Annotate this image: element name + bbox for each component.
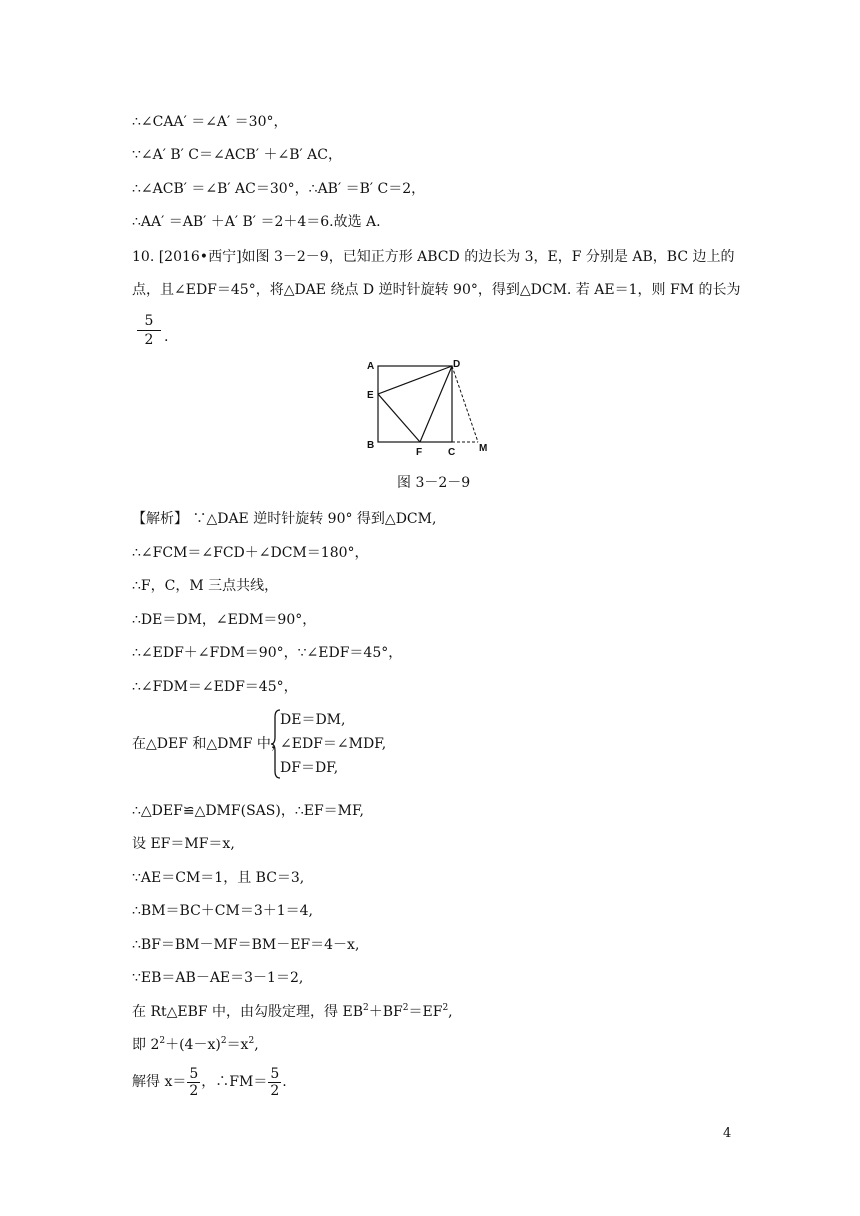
geometry-figure	[362, 356, 498, 458]
system-item: DE＝DM,	[280, 712, 346, 728]
label-d: D	[453, 359, 461, 370]
solution-line: ∵AE＝CM＝1，且 BC＝3,	[132, 870, 305, 886]
system-label: 在△DEF 和△DMF 中，	[132, 736, 285, 752]
label-a: A	[367, 361, 375, 372]
label-e: E	[367, 390, 374, 401]
answer-numerator: 5	[137, 312, 161, 331]
solution-line: ∴BF＝BM－MF＝BM－EF＝4－x,	[132, 937, 360, 953]
segment-fd	[420, 366, 452, 442]
page-number: 4	[723, 1126, 732, 1141]
solution-line: 设 EF＝MF＝x,	[132, 836, 235, 852]
figure-caption: 图 3－2－9	[397, 475, 471, 491]
solution-line: ∴△DEF≌△DMF(SAS)，∴EF＝MF,	[132, 803, 364, 819]
answer-denominator: 2	[144, 332, 154, 348]
label-c: C	[448, 447, 456, 458]
solution-line: ∴DE＝DM，∠EDM＝90°，	[132, 612, 317, 628]
system-item: ∠EDF＝∠MDF,	[280, 736, 387, 752]
solution-line: 【解析】 ∵△DAE 逆时针旋转 90° 得到△DCM,	[132, 511, 437, 527]
solution-line: ∴∠EDF＋∠FDM＝90°，∵∠EDF＝45°，	[132, 645, 403, 661]
question-line: 10. [2016•西宁]如图 3－2－9，已知正方形 ABCD 的边长为 3，E，F 分别是 AB，BC 边上的	[132, 249, 735, 265]
text-line: ∴AA′ ＝AB′ ＋A′ B′ ＝2＋4＝6.故选 A.	[132, 214, 381, 230]
solution-line-equation: 即 $2^2+(4-x)^2=x^2$,	[132, 1036, 259, 1053]
text-line: ∵∠A′ B′ C＝∠ACB′ ＋∠B′ AC，	[132, 147, 342, 163]
segment-ef	[378, 394, 420, 442]
answer-period: .	[164, 329, 169, 345]
system-item: DF＝DF,	[280, 760, 339, 776]
solution-line-result: 解得 x＝ $\frac{5}{2}$ ，∴FM＝ $\frac{5}{2}$ .	[132, 1065, 287, 1099]
label-b: B	[367, 440, 375, 451]
text-line: ∴∠ACB′ ＝∠B′ AC＝30°，∴AB′ ＝B′ C＝2，	[132, 181, 426, 197]
segment-ed	[378, 366, 452, 394]
solution-line: ∴BM＝BC＋CM＝3＋1＝4,	[132, 903, 314, 919]
question-line: 点，且∠EDF＝45°，将△DAE 绕点 D 逆时针旋转 90°，得到△DCM. 若 AE＝1，则 FM 的长为	[132, 282, 741, 298]
solution-line: ∵EB＝AB－AE＝3－1＝2,	[132, 970, 304, 986]
square-abcd	[378, 366, 452, 442]
label-m: M	[479, 443, 488, 454]
fraction: $\frac{5}{2}$	[189, 1065, 199, 1099]
answer-fraction	[137, 312, 161, 349]
label-f: F	[416, 447, 423, 458]
solution-line: ∴∠FCM＝∠FCD＋∠DCM＝180°，	[132, 545, 369, 561]
solution-line-pythagoras: 在 Rt△EBF 中，由勾股定理，得 $EB^2+BF^2=EF^2$,	[132, 1003, 453, 1020]
fraction: $\frac{5}{2}$	[270, 1065, 280, 1099]
solution-line: ∴∠FDM＝∠EDF＝45°，	[132, 679, 298, 695]
segment-dm	[452, 366, 478, 442]
solution-line: ∴F，C，M 三点共线，	[132, 578, 279, 594]
text-line: ∴∠CAA′ ＝∠A′ ＝30°，	[132, 114, 288, 130]
